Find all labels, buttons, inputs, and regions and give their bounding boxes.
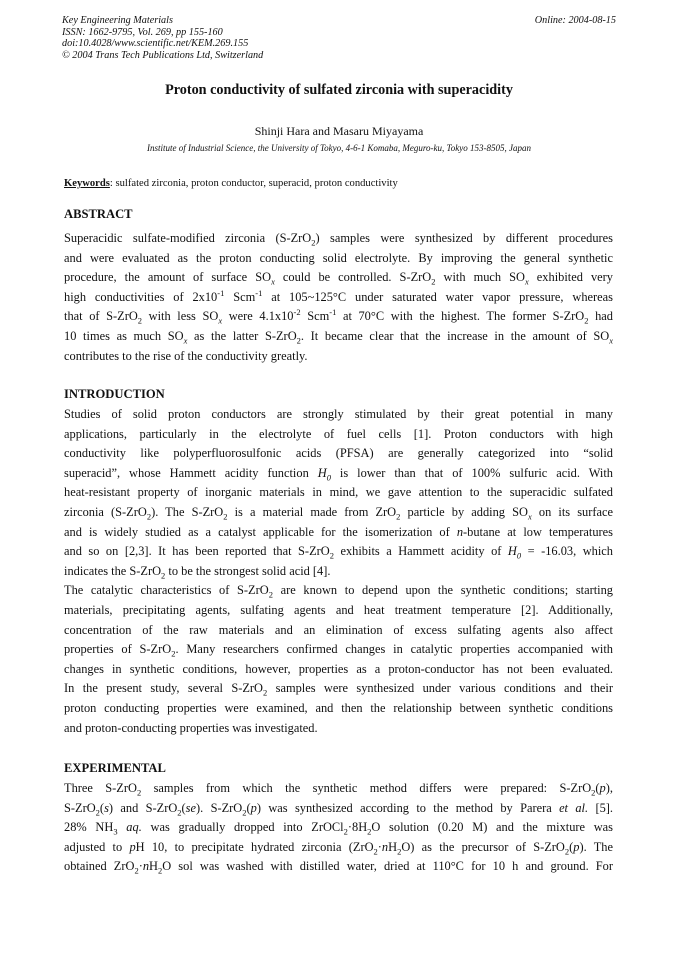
introduction-body: Studies of solid proton conductors are strongly stimulated by their great potential in many applications, particularly in the electrolyte of fuel cells [1]. Proton conductors with high conductivity like polyperfluorosulfonic acids (PFSA) are generally categorized into “solid superacid”, whose Hammett acidity function $H_0$ is lower than that of 100% sulfuric acid. With heat-resistant property of inorganic materials in mind, we gave attention to the superacidic sulfated zirconia (S-ZrO$_2$). The S-ZrO$_2$ is a material made from ZrO$_2$ particle by adding $SO_x$ on its surface and is widely studied as a catalyst applicable for the isomerization of n-butane at low temperatures and so on [2,3]. It has been reported that S-ZrO$_2$ exhibits a Hammett acidity of $H_0 = -16.03$, which indicates the S-ZrO$_2$ to be the strongest solid acid [4]. The catalytic characteristics of S-ZrO$_2$ are known to depend upon the synthetic conditions; starting materials, precipitating agents, sulfating agents and heat treatment temperature [2]. Additionally, concentration of the raw materials and an elimination of excess sulfating agents also affect properties of S-ZrO$_2$. Many researchers confirmed changes in catalytic properties accompanied with changes in synthetic conditions, however, properties as a proton-conductor has not been evaluated. In the present study, several S-ZrO$_2$ samples were synthesized under various conditions and their proton conducting properties were examined, and then the relationship between synthetic conditions and proton-conducting properties was investigated. (64, 407, 614, 735)
paper-title: Proton conductivity of sulfated zirconia with superacidity (165, 82, 513, 98)
issn-line: ISSN: 1662-9795, Vol. 269, pp 155-160 (62, 26, 223, 38)
journal-header (62, 15, 263, 61)
copyright-line: © 2004 Trans Tech Publications Ltd, Switzerland (62, 49, 264, 61)
online-date: Online: 2004-08-15 (534, 15, 616, 26)
journal-name: Key Engineering Materials (62, 15, 173, 26)
keywords-text: : sulfated zirconia, proton conductor, superacid, proton conductivity (109, 178, 398, 189)
authors: Shinji Hara and Masaru Miyayama (254, 124, 424, 138)
affiliation: Institute of Industrial Science, the University of Tokyo, 4-6-1 Komaba, Meguro-ku, Tokyo 153-8505, Japan (147, 143, 531, 153)
keywords (64, 178, 398, 189)
experimental-heading: EXPERIMENTAL (64, 761, 166, 775)
abstract-body: Superacidic sulfate-modified zirconia (S-ZrO$_2$) samples were synthesized by different procedures and were evaluated as the proton conducting solid electrolyte. By improving the general synthetic procedure, the amount of surface $SO_x$ could be controlled. S-ZrO$_2$ with much $SO_x$ exhibited very high conductivities of $2x10^{-1}$ Scm$^{-1}$ at 105~125°C under saturated water vapor pressure, whereas that of S-ZrO$_2$ with less $SO_x$ were $4.1x10^{-2}$ Scm$^{-1}$ at 70°C with the highest. The former S-ZrO$_2$ had 10 times as much $SO_x$ as the latter S-ZrO$_2$. It became clear that the increase in the amount of $SO_x$ contributes to the rise of the conductivity greatly. (64, 231, 614, 363)
introduction-heading: INTRODUCTION (64, 387, 165, 401)
abstract-heading: ABSTRACT (64, 207, 133, 221)
keywords-label: Keywords (64, 178, 110, 189)
experimental-body: Three S-ZrO$_2$ samples from which the synthetic method differs were prepared: S-ZrO$_2$(p), S-ZrO$_2$(s) and S-ZrO$_2$(se). S-ZrO$_2$(p) was synthesized according to the method by Parera et al. [5]. 28% $NH_3$ aq. was gradually dropped into $ZrOCl_2\cdot 8H_2O$ solution (0.20 M) and the mixture was adjusted to pH 10, to precipitate hydrated zirconia $(ZrO_2\cdot nH_2O)$ as the precursor of S-ZrO$_2$(p). The obtained $ZrO_2\cdot nH_2O$ sol was washed with distilled water, dried at 110°C for 10 h and ground. For (64, 781, 614, 876)
doi-line: doi:10.4028/www.scientific.net/KEM.269.155 (62, 38, 249, 50)
